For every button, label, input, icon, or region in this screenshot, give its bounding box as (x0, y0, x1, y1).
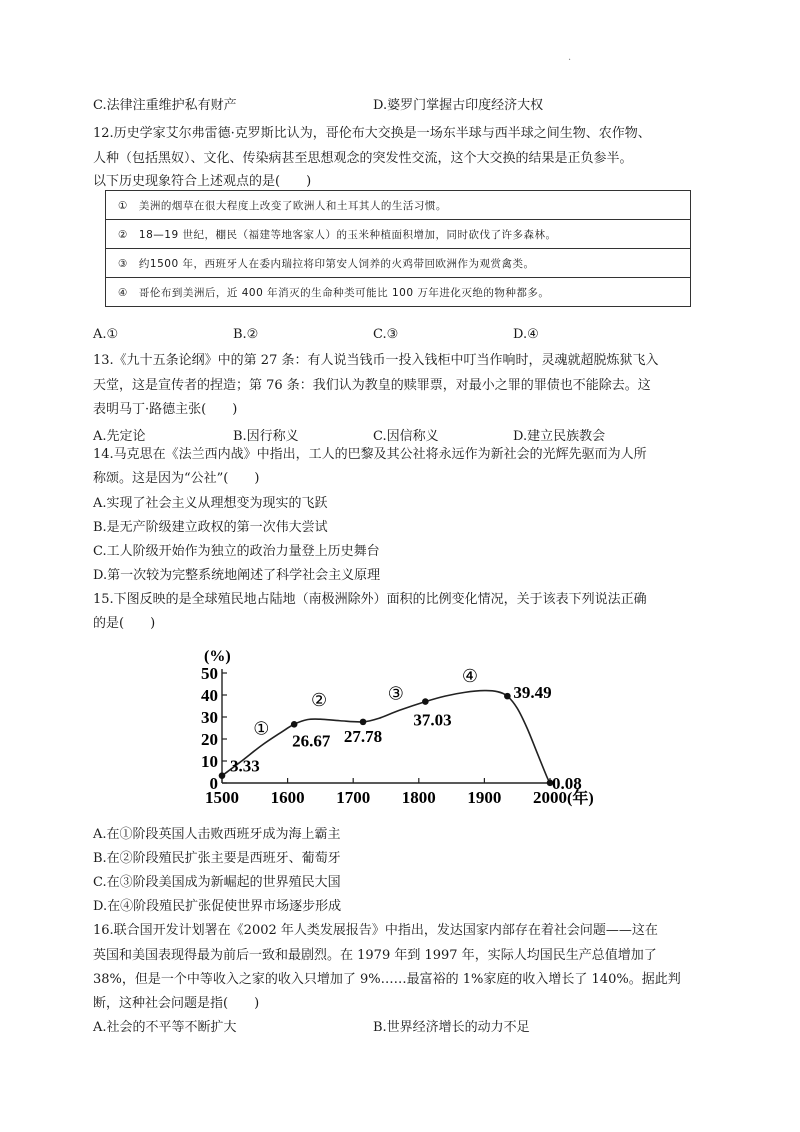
q15-option-a[interactable]: A.在①阶段英国人击败西班牙成为海上霸主 (93, 827, 341, 842)
data-point (219, 772, 226, 779)
stage-label: ③ (387, 683, 404, 704)
y-tick-label: 0 (209, 774, 218, 793)
q14-stem-line-1: 14.马克思在《法兰西内战》中指出，工人的巴黎及其公社将永远作为新社会的光辉先驱而为人所 (93, 447, 647, 462)
q16-option-a[interactable]: A.社会的不平等不断扩大 (93, 1020, 237, 1035)
q13-option-a[interactable]: A.先定论 (93, 429, 146, 444)
x-tick-label: 1800 (401, 788, 436, 807)
q15-option-b[interactable]: B.在②阶段殖民扩张主要是西班牙、葡萄牙 (93, 851, 341, 866)
q16-stem-line-3: 38%，但是一个中等收入之家的收入只增加了 9%……最富裕的 1%家庭的收入增长了 140%。据此判 (93, 972, 681, 987)
y-axis-unit: (%) (204, 648, 231, 665)
y-tick-label: 40 (201, 686, 218, 705)
q12-option-c[interactable]: C.③ (373, 327, 399, 342)
q13-stem-line-3: 表明马丁·路德主张( ) (93, 402, 238, 417)
q13-option-b[interactable]: B.因行称义 (233, 429, 299, 444)
q12-stem-line-2: 人种（包括黑奴）、文化、传染病甚至思想观念的突发性交流，这个大交换的结果是正负参半。 (93, 151, 633, 166)
data-point (504, 693, 511, 700)
data-point (422, 698, 429, 705)
x-axis-unit: (年) (567, 790, 594, 807)
q11-option-d[interactable]: D.婆罗门掌握古印度经济大权 (373, 98, 544, 113)
x-tick-label: 1600 (270, 788, 305, 807)
data-label: 0.08 (552, 773, 582, 793)
q13-option-c[interactable]: C.因信称义 (373, 429, 439, 444)
q12-option-b[interactable]: B.② (233, 327, 259, 342)
y-tick-label: 20 (201, 730, 218, 749)
q12-option-a[interactable]: A.① (93, 327, 119, 342)
q13-option-d[interactable]: D.建立民族教会 (513, 429, 606, 444)
q13-stem-line-1: 13.《九十五条论纲》中的第 27 条：有人说当钱币一投入钱柜中叮当作响时，灵魂就超脱炼狱飞入 (93, 353, 659, 368)
y-tick-label: 10 (201, 752, 218, 771)
stage-label: ① (253, 718, 270, 739)
q16-option-b[interactable]: B.世界经济增长的动力不足 (373, 1020, 530, 1035)
q12-stem-line-3: 以下历史现象符合上述观点的是( ) (93, 174, 312, 189)
data-point (360, 719, 367, 726)
source-row-4: ④ 哥伦布到美洲后，近 400 年消灭的生命种类可能比 100 万年进化灭绝的物种都多。 (106, 278, 691, 307)
q14-option-b[interactable]: B.是无产阶级建立政权的第一次伟大尝试 (93, 520, 328, 535)
q14-option-c[interactable]: C.工人阶级开始作为独立的政治力量登上历史舞台 (93, 544, 380, 559)
q12-stem-line-1: 12.历史学家艾尔弗雷德·克罗斯比认为，哥伦布大交换是一场东半球与西半球之间生物、农作物、 (93, 126, 651, 141)
q15-stem-line-1: 15.下图反映的是全球殖民地占陆地（南极洲除外）面积的比例变化情况，关于该表下列说法正确 (93, 592, 647, 607)
q15-option-c[interactable]: C.在③阶段美国成为新崛起的世界殖民大国 (93, 875, 341, 890)
q14-option-a[interactable]: A.实现了社会主义从理想变为现实的飞跃 (93, 496, 328, 511)
data-label: 37.03 (413, 710, 452, 730)
data-label: 27.78 (343, 726, 383, 746)
source-row-1: ① 美洲的烟草在很大程度上改变了欧洲人和土耳其人的生活习惯。 (106, 191, 691, 220)
data-point (291, 721, 298, 728)
y-tick-label: 30 (201, 708, 218, 727)
q15-option-d[interactable]: D.在④阶段殖民扩张促使世界市场逐步形成 (93, 899, 342, 914)
q12-source-table (105, 190, 691, 307)
q16-stem-line-1: 16.联合国开发计划署在《2002 年人类发展报告》中指出，发达国家内部存在着社会问题——这在 (93, 923, 658, 938)
data-label: 39.49 (513, 683, 552, 703)
x-tick-label: 2000 (533, 788, 567, 807)
x-tick-label: 1900 (467, 788, 502, 807)
q11-option-c[interactable]: C.法律注重维护私有财产 (93, 98, 237, 113)
q16-stem-line-2: 英国和美国表现得最为前后一致和最剧烈。在 1979 年到 1997 年，实际人均国民生产总值增加了 (93, 948, 657, 963)
data-label: 26.67 (292, 731, 331, 751)
source-row-2: ② 18—19 世纪，棚民（福建等地客家人）的玉米种植面积增加，同时砍伐了许多森林。 (106, 220, 691, 249)
data-label: 3.33 (230, 756, 260, 776)
chart-series-line (222, 691, 550, 783)
q16-stem-line-4: 断，这种社会问题是指( ) (93, 996, 260, 1011)
colony-area-line-chart (190, 640, 650, 810)
stage-label: ④ (461, 665, 479, 686)
stage-label: ② (311, 690, 328, 710)
q12-option-d[interactable]: D.④ (513, 327, 539, 342)
q15-stem-line-2: 的是( ) (93, 616, 156, 631)
y-tick-label: 50 (201, 664, 218, 683)
q14-stem-line-2: 称颂。这是因为“公社”( ) (93, 471, 260, 486)
x-tick-label: 1500 (205, 788, 239, 807)
header-mark: · (568, 55, 572, 66)
source-row-3: ③ 约1500 年，西班牙人在委内瑞拉将印第安人饲养的火鸡带回欧洲作为观赏禽类。 (106, 249, 691, 278)
q13-stem-line-2: 天堂，这是宣传者的捏造；第 76 条：我们认为教皇的赎罪票，对最小之罪的罪债也不能除去。这 (93, 378, 651, 393)
x-tick-label: 1700 (336, 788, 371, 807)
q14-option-d[interactable]: D.第一次较为完整系统地阐述了科学社会主义原理 (93, 568, 381, 583)
